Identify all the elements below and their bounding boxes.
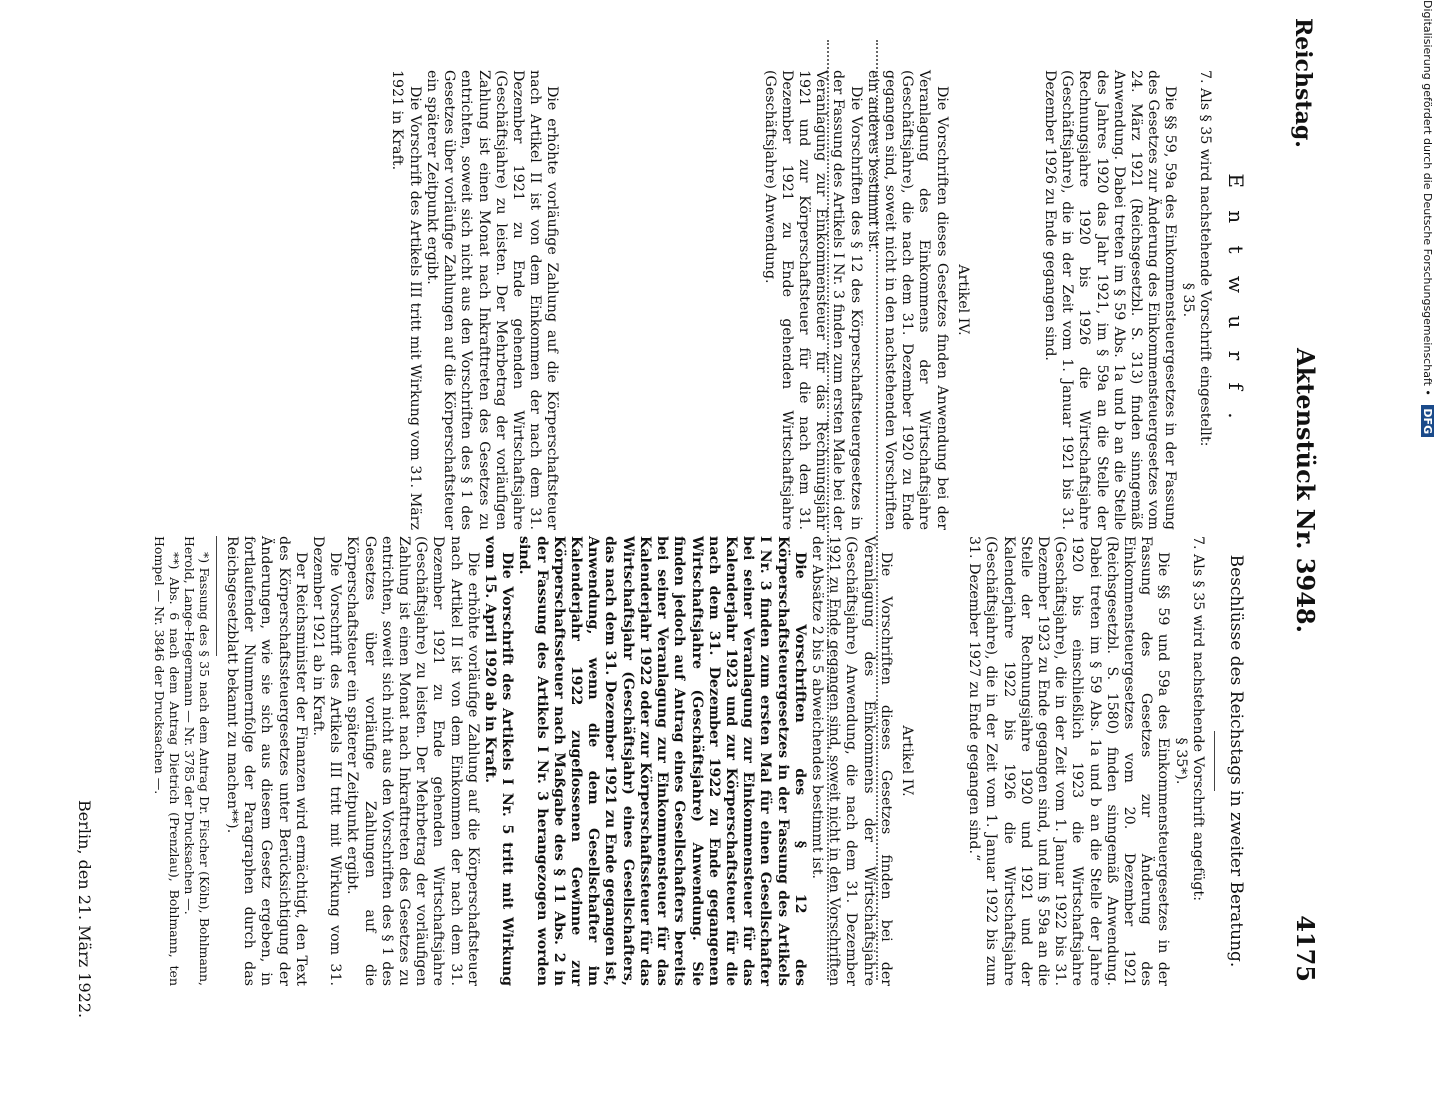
item-intro: 7. Als § 35 wird nachstehende Vorschrift eingestellt:: [1196, 70, 1213, 447]
paragraph-text: Die erhöhte vorläufige Zahlung auf die Körperschaftsteuer nach Artikel II ist von dem Einkommen der nach dem 31. Dezember 1921 zu Ende gehenden Wirtschaftsjahre (Geschäftsjahre) zu leisten. Der Mehrbetrag der vorläufigen Zahlung ist einen Monat nach Inkrafttreten des Gesetzes zu entrichten, soweit sich nicht aus den Vorschriften des § 1 des Gesetzes über vorläufige Zahlungen auf die Körperschaftsteuer ein späterer Zeitpunkt ergibt.: [344, 536, 481, 986]
dfg-logo: DFG: [1421, 405, 1434, 437]
paragraph-sign: § 35.: [1179, 282, 1196, 318]
paragraph-text: Der Reichsminister der Finanzen wird ermächtigt, den Text des Körperschaftssteuergesetzes unter Berücksichtigung der Änderungen, wie sie sich aus diesem Gesetz ergeben, in fortlaufender Nummernfolge der Paragraphen durch das Reichsgesetzblatt bekannt zu machen**).: [224, 536, 309, 986]
right-column-beschluesse: [152, 536, 1252, 986]
paragraph-sign: § 35*).: [1172, 737, 1189, 785]
paragraph-text: Die erhöhte vorläufige Zahlung auf die Körperschaftsteuer nach Artikel II ist von dem Einkommen der nach dem 31. Dezember 1921 zu Ende gehenden Wirtschaftsjahre (Geschäftsjahre) zu leisten. Der Mehrbetrag der vorläufigen Zahlung ist einen Monat nach Inkrafttreten des Gesetzes zu entrichten, soweit sich nicht aus den Vorschriften des § 1 des Gesetzes über vorläufige Zahlungen auf die Körperschaftsteuer ein späterer Zeitpunkt ergibt.: [423, 70, 561, 530]
paragraph-text: Die §§ 59, 59a des Einkommensteuergesetzes in der Fassung des Gesetzes zur Änderung des Einkommensteuergesetzes vom 24. März 1921 (Reichsgesetzbl. S. 313) finden sinngemäß Anwendung. Dabei treten im § 59 Abs. 1a und b an die Stelle des Jahres 1920 das Jahr 1921, im § 59a an die Stelle der Rechnungsjahre 1920 bis 1926 die Wirtschaftsjahre (Geschäftsjahre), die in der Zeit vom 1. Januar 1921 bis 31. Dezember 1926 zu Ende gegangen sind.: [1041, 70, 1179, 530]
page-header: [1278, 18, 1326, 982]
paragraph-text: Die Vorschriften des § 12 des Körperschaftsteuergesetzes in der Fassung des Artikels I Nr. 3 finden zum ersten Mal für einen Gesellschafter bei seiner Veranlagung zur Einkommensteuer für das Kalenderjahr 1923 und zur Körperschaftsteuer für die nach dem 31. Dezember 1922 zu Ende gegangenen Wirtschaftsjahre (Geschäftsjahre) Anwendung. Sie finden jedoch auf Antrag eines Gesellschafters bereits bei seiner Veranlagung zur Einkommensteuer für das Kalenderjahr 1922 oder zur Körperschaftssteuer für das Wirtschaftsjahr (Geschäftsjahr) eines Gesellschafters, das nach dem 31. Dezember 1921 zu Ende gegangen ist, Anwendung, wenn die dem Gesellschafter im Kalenderjahr 1922 zugeflossenen Gewinne zur Körperschaftssteuer nach Maßgabe des § 11 Abs. 2 in der Fassung des Artikels I Nr. 3 herangezogen worden sind.: [516, 536, 808, 986]
column-heading: Beschlüsse des Reichstags in zweiter Beratung.: [1226, 554, 1246, 968]
left-column-entwurf: [388, 70, 1252, 530]
digitization-note: [1414, 0, 1434, 1000]
paragraph-text: Die Vorschrift des Artikels III tritt mit Wirkung vom 31. Dezember 1921 ab in Kraft.: [310, 536, 344, 986]
paragraph-text: Die §§ 59 und 59a des Einkommensteuergesetzes in der Fassung des Gesetzes zur Änderung des Einkommensteuergesetzes vom 20. Dezember 1921 (Reichsgesetzbl. S. 1580) finden sinngemäß Anwendung. Dabei treten im § 59 Abs. 1a und b an die Stelle der Jahre 1920 bis einschließlich 1923 die Wirtschaftsjahre (Geschäftsjahre), die in der Zeit vom 1. Januar 1922 bis 31. Dezember 1923 zu Ende gegangen sind, und im § 59a an die Stelle der Rechnungsjahre 1920 und 1921 und der Kalenderjahre 1922 bis 1926 die Wirtschaftsjahre (Geschäftsjahre), die in der Zeit vom 1. Januar 1922 bis zum 31. Dezember 1927 zu Ende gegangen sind.“: [966, 536, 1172, 986]
page-number: 4175: [1291, 915, 1320, 982]
footnote: *) Fassung des § 35 nach dem Antrag Dr. Fischer (Köln), Bohlmann, Herold, Lange-Hegermann — Nr. 3785 der Drucksachen —.: [181, 536, 212, 986]
item-intro: 7. Als § 35 wird nachstehende Vorschrift angefügt:: [1189, 536, 1206, 901]
paragraph-text: Die Vorschrift des Artikels I Nr. 5 tritt mit Wirkung vom 15. April 1920 ab in Kraft.: [482, 536, 516, 986]
column-heading: E n t w u r f .: [1224, 173, 1248, 427]
paragraph-text: Die Vorschrift des Artikels III tritt mit Wirkung vom 31. März 1921 in Kraft.: [389, 70, 423, 530]
paragraph-text: Die Vorschriften dieses Gesetzes finden Anwendung bei der Veranlagung des Einkommens der Wirtschaftsjahre (Geschäftsjahre), die nach dem 31. Dezember 1920 zu Ende gegangen sind, soweit nicht in den nachstehenden Vorschriften ein anderes bestimmt ist.: [864, 70, 950, 530]
header-document-number: Aktenstück Nr. 3948.: [1291, 348, 1320, 633]
paragraph-text: Die Vorschriften dieses Gesetzes finden bei der Veranlagung des Einkommens der Wirtschaftsjahre (Geschäftsjahre) Anwendung, die nach dem 31. Dezember 1921 zu Ende gegangen sind, soweit nicht in den Vorschriften der Absätze 2 bis 5 abweichendes bestimmt ist.: [808, 536, 894, 986]
dateline: Berlin, den 21. März 1922.: [75, 800, 94, 1019]
header-left: Reichstag.: [1290, 18, 1316, 148]
paragraph-text: Die Vorschriften des § 12 des Körperschaftsteuergesetzes in der Fassung des Artikels I Nr. 3 finden zum ersten Male bei der Veranlagung zur Einkommensteuer für das Rechnungsjahr 1921 und zur Körperschaftsteuer für die nach dem 31. Dezember 1921 zu Ende gehenden Wirtschaftsjahre (Geschäftsjahre) Anwendung.: [761, 70, 864, 530]
footnote: **) Abs. 6 nach dem Antrag Dietrich (Prenzlau), Bohlmann, ten Hompel — Nr. 3846 der Drucksachen —.: [151, 536, 182, 986]
digitization-text: Digitalisierung gefördert durch die Deutsche Forschungsgemeinschaft •: [1421, 0, 1434, 396]
article-title: Artikel IV.: [954, 264, 971, 336]
article-title: Artikel IV.: [898, 725, 915, 797]
